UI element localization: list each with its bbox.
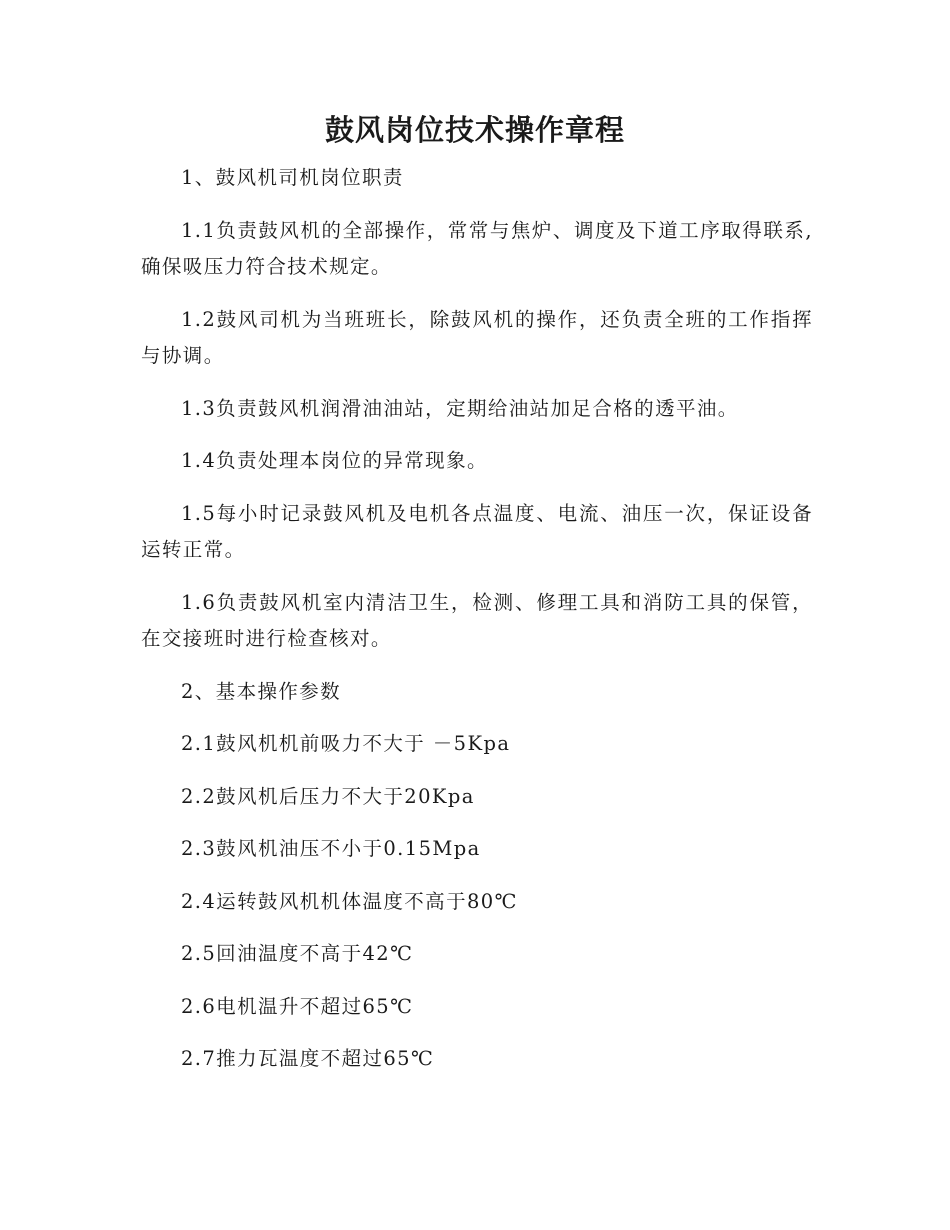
section-heading-parameters: 2、基本操作参数 (180, 679, 342, 703)
parameter-2-1: 2.1鼓风机机前吸力不大于 －5Kpa (180, 732, 511, 755)
paragraph-1-2: 1.2鼓风司机为当班班长，除鼓风机的操作，还负责全班的工作指挥与协调。 (141, 307, 813, 367)
parameter-2-6: 2.6电机温升不超过65℃ (180, 994, 414, 1018)
parameter-2-2: 2.2鼓风机后压力不大于20Kpa (180, 784, 475, 808)
document-body (141, 160, 813, 1078)
section-heading-duties: 1、鼓风机司机岗位职责 (180, 166, 404, 189)
paragraph-1-5: 1.5每小时记录鼓风机及电机各点温度、电流、油压一次，保证设备运转正常。 (141, 501, 813, 561)
parameter-2-3: 2.3鼓风机油压不小于0.15Mpa (180, 837, 481, 860)
parameter-2-4: 2.4运转鼓风机机体温度不高于80℃ (180, 889, 518, 913)
paragraph-1-4: 1.4负责处理本岗位的异常现象。 (180, 449, 488, 472)
paragraph-1-3: 1.3负责鼓风机润滑油油站，定期给油站加足合格的透平油。 (180, 396, 739, 420)
parameter-2-7: 2.7推力瓦温度不超过65℃ (180, 1047, 435, 1070)
paragraph-1-1: 1.1负责鼓风机的全部操作，常常与焦炉、调度及下道工序取得联系,确保吸压力符合技术规定。 (141, 218, 813, 278)
parameter-2-5: 2.5回油温度不高于42℃ (180, 942, 414, 965)
page-title: 鼓风岗位技术操作章程 (324, 113, 625, 147)
paragraph-1-6: 1.6负责鼓风机室内清洁卫生，检测、修理工具和消防工具的保管，在交接班时进行检查核对。 (141, 590, 813, 650)
